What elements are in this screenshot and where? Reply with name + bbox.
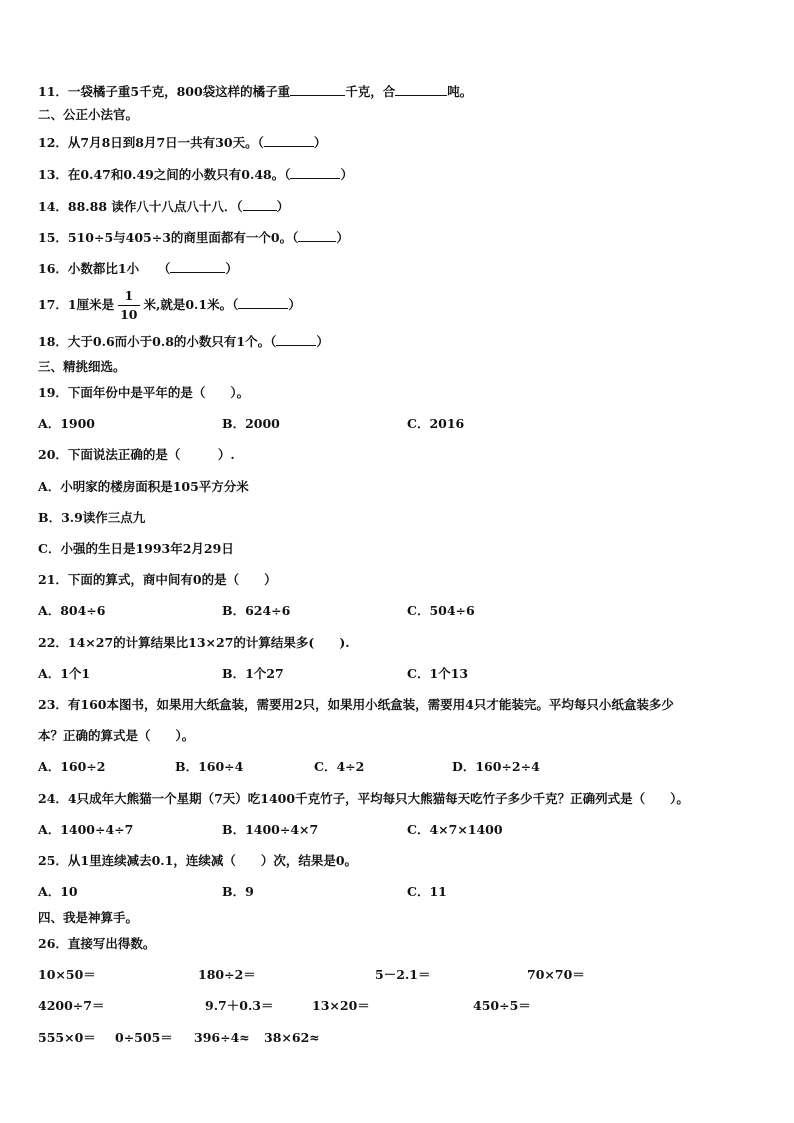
q26-calc: 180÷2＝ bbox=[198, 967, 256, 982]
question-18 bbox=[38, 333, 329, 350]
q20-option-a[interactable]: A．小明家的楼房面积是105平方分米 bbox=[38, 479, 249, 494]
q24-option-c[interactable]: C．4×7×1400 bbox=[407, 822, 503, 837]
q21-option-b[interactable]: B．624÷6 bbox=[222, 603, 291, 618]
q24-option-b[interactable]: B．1400÷4×7 bbox=[222, 822, 319, 837]
q11-blank-1[interactable] bbox=[290, 83, 345, 96]
q11-text-a: 11．一袋橘子重5千克，800袋这样的橘子重 bbox=[38, 84, 291, 99]
q18-text-a: 18．大于0.6而小于0.8的小数只有1个。（ bbox=[38, 334, 277, 349]
q17-denominator: 10 bbox=[120, 307, 138, 322]
q15-text-a: 15．510÷5与405÷3的商里面都有一个0。（ bbox=[38, 230, 299, 245]
q14-text-b: ） bbox=[276, 199, 290, 214]
q24-option-a[interactable]: A．1400÷4÷7 bbox=[38, 822, 134, 837]
q23-option-a[interactable]: A．160÷2 bbox=[38, 759, 106, 774]
question-15 bbox=[38, 229, 349, 246]
q19-stem: 19．下面年份中是平年的是（ ）。 bbox=[38, 385, 250, 400]
q22-stem: 22．14×27的计算结果比13×27的计算结果多( ). bbox=[38, 635, 350, 650]
q21-stem: 21．下面的算式，商中间有0的是（ ） bbox=[38, 572, 277, 587]
q19-option-b[interactable]: B．2000 bbox=[222, 416, 280, 431]
q26-calc: 70×70＝ bbox=[527, 967, 585, 982]
q26-calc: 450÷5＝ bbox=[473, 998, 531, 1013]
q25-option-b[interactable]: B．9 bbox=[222, 884, 254, 899]
q26-calc: 555×0＝ bbox=[38, 1030, 96, 1045]
q20-stem: 20．下面说法正确的是（ ）. bbox=[38, 447, 235, 462]
q16-blank[interactable] bbox=[170, 260, 225, 273]
q19-option-a[interactable]: A．1900 bbox=[38, 416, 95, 431]
q12-text-b: ） bbox=[313, 135, 327, 150]
q17-numerator: 1 bbox=[118, 287, 139, 306]
q13-text-a: 13．在0.47和0.49之间的小数只有0.48。（ bbox=[38, 167, 291, 182]
q15-blank[interactable] bbox=[298, 229, 336, 242]
q23-stem-line-2: 本？正确的算式是（ ）。 bbox=[38, 728, 195, 743]
q15-text-b: ） bbox=[336, 230, 349, 245]
question-12 bbox=[38, 134, 326, 151]
q26-calc: 38×62≈ bbox=[264, 1030, 320, 1045]
section-4-title: 四、我是神算手。 bbox=[38, 910, 139, 925]
question-11 bbox=[38, 83, 472, 100]
q25-option-c[interactable]: C．11 bbox=[407, 884, 447, 899]
q14-blank[interactable] bbox=[243, 198, 277, 211]
section-3-title: 三、精挑细选。 bbox=[38, 359, 126, 374]
q12-blank[interactable] bbox=[264, 134, 314, 147]
q22-option-b[interactable]: B．1个27 bbox=[222, 666, 284, 681]
q26-calc: 396÷4≈ bbox=[194, 1030, 250, 1045]
q20-option-b[interactable]: B．3.9读作三点九 bbox=[38, 510, 146, 525]
q23-option-d[interactable]: D．160÷2÷4 bbox=[452, 759, 540, 774]
q17-fraction bbox=[118, 287, 139, 324]
q18-blank[interactable] bbox=[276, 333, 316, 346]
q20-option-c[interactable]: C．小强的生日是1993年2月29日 bbox=[38, 541, 234, 556]
q12-text-a: 12．从7月8日到8月7日一共有30天。（ bbox=[38, 135, 264, 150]
q11-blank-2[interactable] bbox=[395, 83, 447, 96]
question-14 bbox=[38, 198, 289, 215]
q26-calc: 13×20＝ bbox=[312, 998, 370, 1013]
q16-text-a: 16．小数都比1小 （ bbox=[38, 261, 171, 276]
q23-option-b[interactable]: B．160÷4 bbox=[175, 759, 244, 774]
q26-calc: 9.7＋0.3＝ bbox=[205, 998, 274, 1013]
q17-blank[interactable] bbox=[238, 296, 288, 309]
q22-option-a[interactable]: A．1个1 bbox=[38, 666, 91, 681]
q18-text-b: ） bbox=[316, 334, 329, 349]
q11-text-b: 千克，合 bbox=[345, 84, 396, 99]
q26-calc: 4200÷7＝ bbox=[38, 998, 105, 1013]
q21-option-c[interactable]: C．504÷6 bbox=[407, 603, 475, 618]
section-2-title: 二、公正小法官。 bbox=[38, 107, 139, 122]
q17-text-a: 17．1厘米是 bbox=[38, 297, 115, 312]
q23-option-c[interactable]: C．4÷2 bbox=[314, 759, 365, 774]
question-17 bbox=[38, 287, 301, 324]
q26-stem: 26．直接写出得数。 bbox=[38, 936, 156, 951]
q22-option-c[interactable]: C．1个13 bbox=[407, 666, 469, 681]
q19-option-c[interactable]: C．2016 bbox=[407, 416, 465, 431]
q13-text-b: ） bbox=[340, 167, 353, 182]
q14-text-a: 14．88.88 读作八十八点八十八．（ bbox=[38, 199, 243, 214]
question-16 bbox=[38, 260, 238, 277]
q16-text-b: ） bbox=[225, 261, 238, 276]
q25-stem: 25．从1里连续减去0.1，连续减（ ）次，结果是0。 bbox=[38, 853, 358, 868]
q24-stem: 24．4只成年大熊猫一个星期（7天）吃1400千克竹子，平均每只大熊猫每天吃竹子多少千克？正确列式是（ ）。 bbox=[38, 791, 689, 806]
q13-blank[interactable] bbox=[290, 166, 340, 179]
q26-calc: 10×50＝ bbox=[38, 967, 96, 982]
q25-option-a[interactable]: A．10 bbox=[38, 884, 78, 899]
q26-calc: 5－2.1＝ bbox=[375, 967, 431, 982]
q23-stem-line-1: 23．有160本图书，如果用大纸盒装，需要用2只，如果用小纸盒装，需要用4只才能装完。平均每只小纸盒装多少 bbox=[38, 697, 674, 712]
q11-text-c: 吨。 bbox=[447, 84, 473, 99]
question-13 bbox=[38, 166, 353, 183]
q21-option-a[interactable]: A．804÷6 bbox=[38, 603, 106, 618]
q17-text-c: ） bbox=[288, 297, 301, 312]
q17-text-b: 米,就是0.1米。（ bbox=[143, 297, 239, 312]
q26-calc: 0÷505＝ bbox=[115, 1030, 173, 1045]
